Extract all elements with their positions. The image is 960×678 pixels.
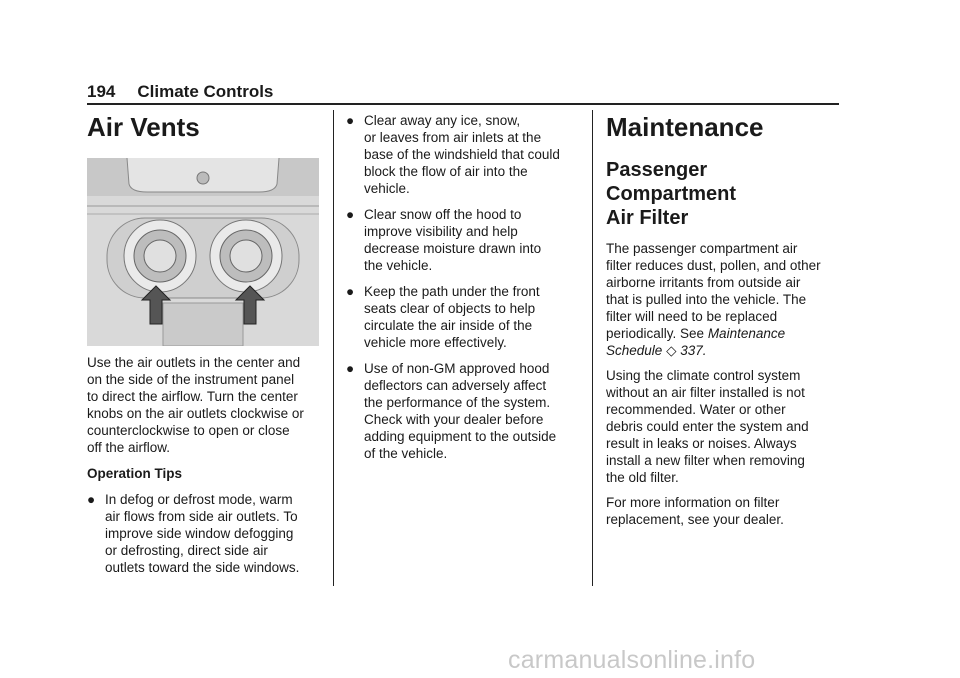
- column-1: [87, 104, 323, 576]
- text-line: filter will need to be replaced: [606, 309, 778, 324]
- maintenance-schedule-link[interactable]: Schedule: [606, 343, 663, 358]
- text-line: filter reduces dust, pollen, and other: [606, 258, 821, 273]
- text-line: circulate the air inside of the: [364, 318, 533, 333]
- bullet-icon: ●: [346, 284, 355, 299]
- text-line: of the vehicle.: [364, 446, 448, 461]
- text-line: outlets toward the side windows.: [105, 560, 300, 575]
- text-line: recommended. Water or other: [606, 402, 786, 417]
- list-item: [87, 491, 323, 576]
- text-line: the performance of the system.: [364, 395, 551, 410]
- air-filter-paragraph: [606, 240, 840, 359]
- text-line: the vehicle.: [364, 258, 433, 273]
- text-line: improve visibility and help: [364, 224, 518, 239]
- text-line: air flows from side air outlets. To: [105, 509, 298, 524]
- operation-tips-heading: Operation Tips: [87, 466, 183, 481]
- list-item: [346, 360, 580, 462]
- text-line: vehicle more effectively.: [364, 335, 507, 350]
- page-reference-link[interactable]: 337: [680, 343, 703, 358]
- text-line: Use of non-GM approved hood: [364, 361, 550, 376]
- bullet-icon: ●: [346, 207, 355, 222]
- text-line: or leaves from air inlets at the: [364, 130, 542, 145]
- text-line: off the airflow.: [87, 440, 171, 455]
- heading-line: Passenger Compartment: [606, 159, 737, 205]
- air-filter-heading: [606, 158, 840, 230]
- air-vents-heading: Air Vents: [87, 112, 200, 142]
- text-line: block the flow of air into the: [364, 164, 528, 179]
- text-line: Use the air outlets in the center and: [87, 355, 301, 370]
- text-line: without an air filter installed is not: [606, 385, 805, 400]
- heading-line: Air Filter: [606, 207, 689, 229]
- text-line: In defog or defrost mode, warm: [105, 492, 293, 507]
- air-vents-paragraph: [87, 354, 323, 456]
- bullet-icon: ●: [346, 113, 355, 128]
- page-number: 194: [87, 82, 116, 101]
- text-line: decrease moisture drawn into: [364, 241, 542, 256]
- list-item: [346, 206, 580, 274]
- text-line: The passenger compartment air: [606, 241, 798, 256]
- text-line: seats clear of objects to help: [364, 301, 536, 316]
- text-line: install a new filter when removing: [606, 453, 805, 468]
- text-line: Using the climate control system: [606, 368, 801, 383]
- section-title: Climate Controls: [137, 82, 274, 101]
- text-line: knobs on the air outlets clockwise or: [87, 406, 304, 421]
- text-line: Keep the path under the front: [364, 284, 540, 299]
- text-line: [606, 325, 840, 342]
- text-line: base of the windshield that could: [364, 147, 560, 162]
- text-line: Clear away any ice, snow,: [364, 113, 521, 128]
- bullet-icon: ●: [87, 492, 96, 507]
- page-header: [87, 82, 273, 102]
- text-span: .: [702, 343, 707, 358]
- list-item: [346, 112, 580, 197]
- column-2: [346, 104, 580, 462]
- bullet-icon: ●: [346, 361, 355, 376]
- text-line: adding equipment to the outside: [364, 429, 557, 444]
- operation-tips-list-continued: [346, 112, 580, 462]
- maintenance-schedule-link[interactable]: Maintenance: [707, 326, 786, 341]
- text-line: [606, 342, 840, 359]
- text-span: periodically. See: [606, 326, 708, 341]
- text-line: For more information on filter: [606, 495, 780, 510]
- text-line: improve side window defogging: [105, 526, 294, 541]
- text-line: or defrosting, direct side air: [105, 543, 268, 558]
- column-divider: [592, 110, 593, 586]
- text-line: airborne irritants from outside air: [606, 275, 801, 290]
- filter-warning-paragraph: [606, 367, 840, 486]
- text-line: replacement, see your dealer.: [606, 512, 784, 527]
- page-reference-icon: ◇: [666, 343, 677, 358]
- text-line: result in leaks or noises. Always: [606, 436, 797, 451]
- text-line: that is pulled into the vehicle. The: [606, 292, 807, 307]
- text-line: to direct the airflow. Turn the center: [87, 389, 298, 404]
- text-line: deflectors can adversely affect: [364, 378, 547, 393]
- maintenance-heading: Maintenance: [606, 112, 764, 142]
- text-line: debris could enter the system and: [606, 419, 809, 434]
- column-divider: [333, 110, 334, 586]
- text-line: on the side of the instrument panel: [87, 372, 295, 387]
- column-3: [606, 104, 840, 528]
- watermark: carmanualsonline.info: [508, 646, 756, 674]
- text-line: Clear snow off the hood to: [364, 207, 522, 222]
- text-line: Check with your dealer before: [364, 412, 544, 427]
- operation-tips-list: [87, 491, 323, 576]
- text-line: counterclockwise to open or close: [87, 423, 290, 438]
- more-info-paragraph: [606, 494, 840, 528]
- list-item: [346, 283, 580, 351]
- air-vents-illustration: [87, 158, 319, 346]
- text-line: vehicle.: [364, 181, 410, 196]
- text-line: the old filter.: [606, 470, 679, 485]
